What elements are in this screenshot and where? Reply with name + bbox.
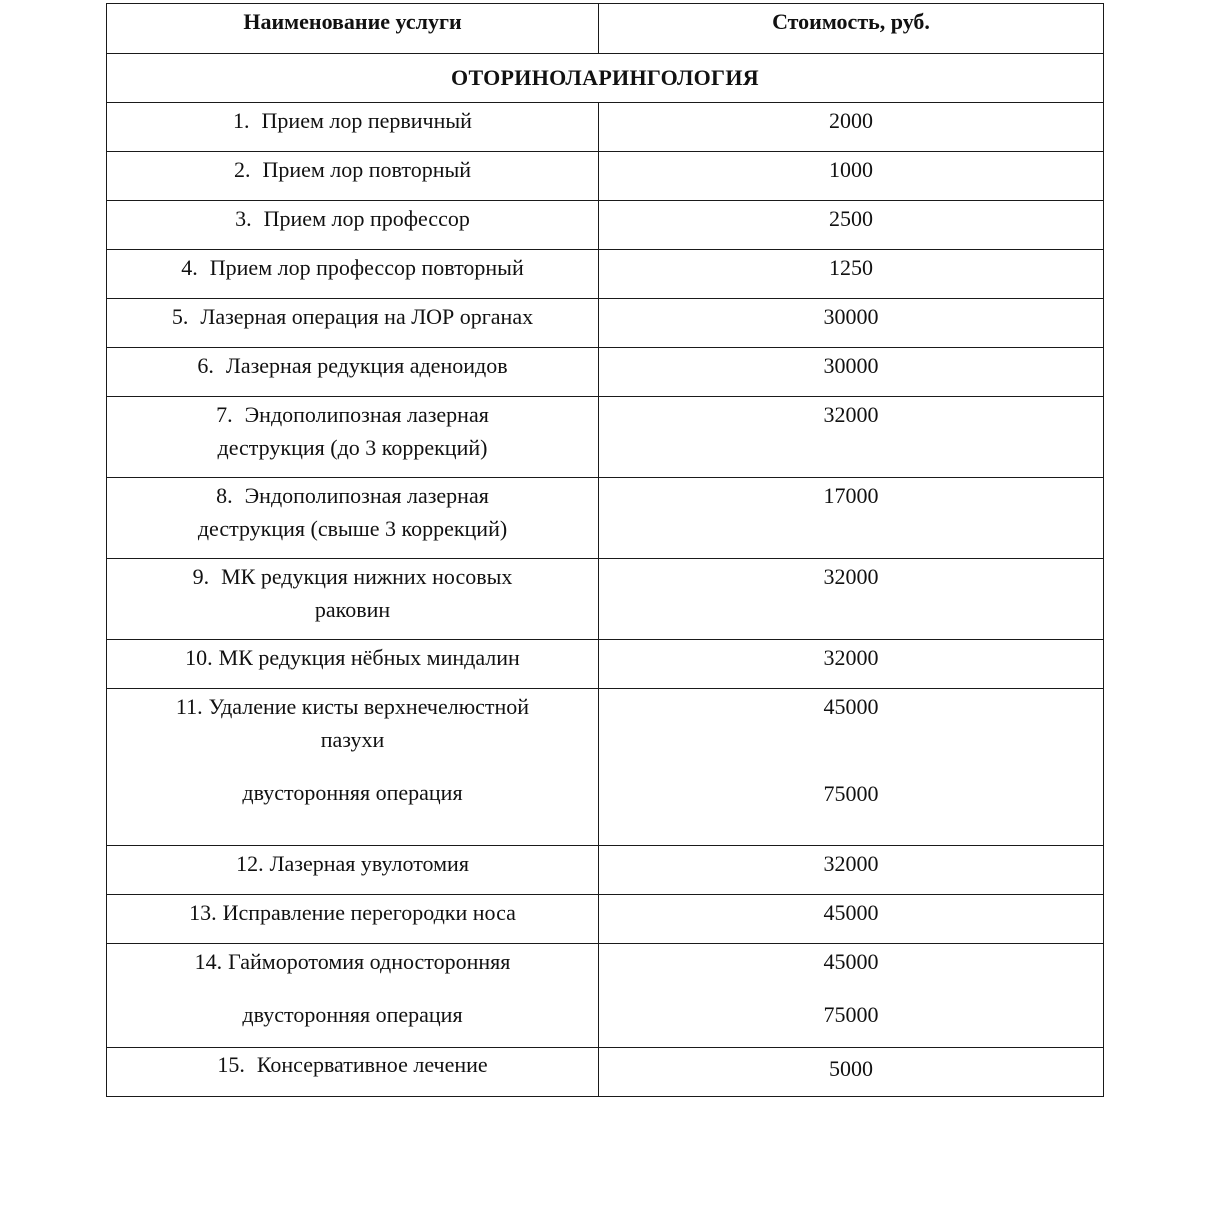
table-row (107, 559, 1104, 640)
service-name-cell (107, 201, 599, 250)
header-price-cell (599, 4, 1104, 54)
service-price: 30000 (823, 304, 879, 329)
section-title-cell (107, 54, 1104, 103)
table-row (107, 201, 1104, 250)
service-name-cell (107, 895, 599, 944)
service-name-line1: Удаление кисты верхнечелюстной (208, 694, 530, 719)
service-name-line1: Эндополипозная лазерная (244, 402, 489, 427)
service-name: Гайморотомия односторонняя (228, 949, 511, 974)
section-row (107, 54, 1104, 103)
service-name-cell (107, 152, 599, 201)
service-name: Лазерная редукция аденоидов (225, 353, 508, 378)
row-number: 8. (216, 483, 233, 508)
service-price: 2500 (829, 206, 873, 231)
price-cell (599, 250, 1104, 299)
service-sub-price: 75000 (823, 781, 879, 806)
section-title: ОТОРИНОЛАРИНГОЛОГИЯ (451, 65, 759, 90)
service-name: Лазерная увулотомия (269, 851, 469, 876)
service-name: Консервативное лечение (256, 1052, 488, 1077)
price-cell (599, 348, 1104, 397)
price-cell (599, 201, 1104, 250)
service-price: 1000 (829, 157, 873, 182)
table-row (107, 1048, 1104, 1097)
service-name-cell (107, 640, 599, 689)
service-name: Прием лор профессор (263, 206, 470, 231)
price-cell (599, 640, 1104, 689)
service-name-line2: деструкция (свыше 3 коррекций) (197, 516, 508, 541)
service-price: 32000 (823, 645, 879, 670)
row-number: 3. (235, 206, 252, 231)
row-number: 12. (236, 851, 264, 876)
price-cell (599, 1048, 1104, 1097)
table-row (107, 250, 1104, 299)
service-name-cell (107, 397, 599, 478)
price-cell (599, 895, 1104, 944)
service-name: МК редукция нёбных миндалин (218, 645, 520, 670)
price-table (106, 3, 1104, 1097)
service-price: 32000 (823, 402, 879, 427)
price-cell (599, 299, 1104, 348)
table-row (107, 846, 1104, 895)
service-name: Прием лор первичный (261, 108, 472, 133)
service-price: 32000 (823, 851, 879, 876)
service-price: 32000 (823, 564, 879, 589)
service-name-cell (107, 559, 599, 640)
table-row (107, 478, 1104, 559)
service-price: 45000 (823, 949, 879, 974)
table-row (107, 103, 1104, 152)
service-name: Прием лор профессор повторный (209, 255, 524, 280)
row-number: 9. (192, 564, 210, 589)
table-row (107, 299, 1104, 348)
row-number: 15. (217, 1052, 245, 1077)
service-price: 45000 (823, 900, 879, 925)
price-cell (599, 559, 1104, 640)
table-row (107, 689, 1104, 846)
service-name-cell (107, 689, 599, 846)
service-name: Лазерная операция на ЛОР органах (200, 304, 534, 329)
price-cell (599, 944, 1104, 1048)
price-cell (599, 103, 1104, 152)
price-cell (599, 846, 1104, 895)
price-cell (599, 152, 1104, 201)
row-number: 1. (233, 108, 250, 133)
header-price: Стоимость, руб. (772, 9, 930, 34)
service-sub-name: двусторонняя операция (242, 1002, 463, 1027)
table-row (107, 895, 1104, 944)
service-name-cell (107, 250, 599, 299)
service-name: Исправление перегородки носа (222, 900, 516, 925)
service-name-line2: деструкция (до 3 коррекций) (217, 435, 488, 460)
table-row (107, 348, 1104, 397)
service-sub-name: двусторонняя операция (242, 780, 463, 805)
row-number: 14. (194, 949, 223, 974)
service-name-cell (107, 478, 599, 559)
service-price: 45000 (823, 694, 879, 719)
table-header-row (107, 4, 1104, 54)
table-row (107, 397, 1104, 478)
row-number: 10. (185, 645, 213, 670)
header-name-cell (107, 4, 599, 54)
service-name-cell (107, 1048, 599, 1097)
service-name-line2: раковин (314, 597, 391, 622)
row-number: 4. (181, 255, 198, 280)
service-price: 17000 (823, 483, 879, 508)
price-cell (599, 689, 1104, 846)
service-name-cell (107, 299, 599, 348)
service-price: 30000 (823, 353, 879, 378)
row-number: 6. (197, 353, 214, 378)
service-name-line2: пазухи (320, 727, 385, 752)
price-cell (599, 397, 1104, 478)
service-sub-price: 75000 (823, 1002, 879, 1027)
service-name: Прием лор повторный (262, 157, 472, 182)
service-name-cell (107, 944, 599, 1048)
row-number: 7. (216, 402, 233, 427)
service-name-cell (107, 846, 599, 895)
price-cell (599, 478, 1104, 559)
service-price: 1250 (829, 255, 873, 280)
service-name-line1: МК редукция нижних носовых (221, 564, 513, 589)
service-name-line1: Эндополипозная лазерная (244, 483, 489, 508)
table-row (107, 944, 1104, 1048)
table-row (107, 640, 1104, 689)
table-row (107, 152, 1104, 201)
row-number: 2. (233, 157, 251, 182)
header-name: Наименование услуги (243, 9, 462, 34)
row-number: 11. (175, 694, 203, 719)
service-price: 5000 (829, 1056, 873, 1081)
row-number: 5. (171, 304, 189, 329)
row-number: 13. (189, 900, 217, 925)
service-name-cell (107, 103, 599, 152)
service-name-cell (107, 348, 599, 397)
service-price: 2000 (829, 108, 873, 133)
